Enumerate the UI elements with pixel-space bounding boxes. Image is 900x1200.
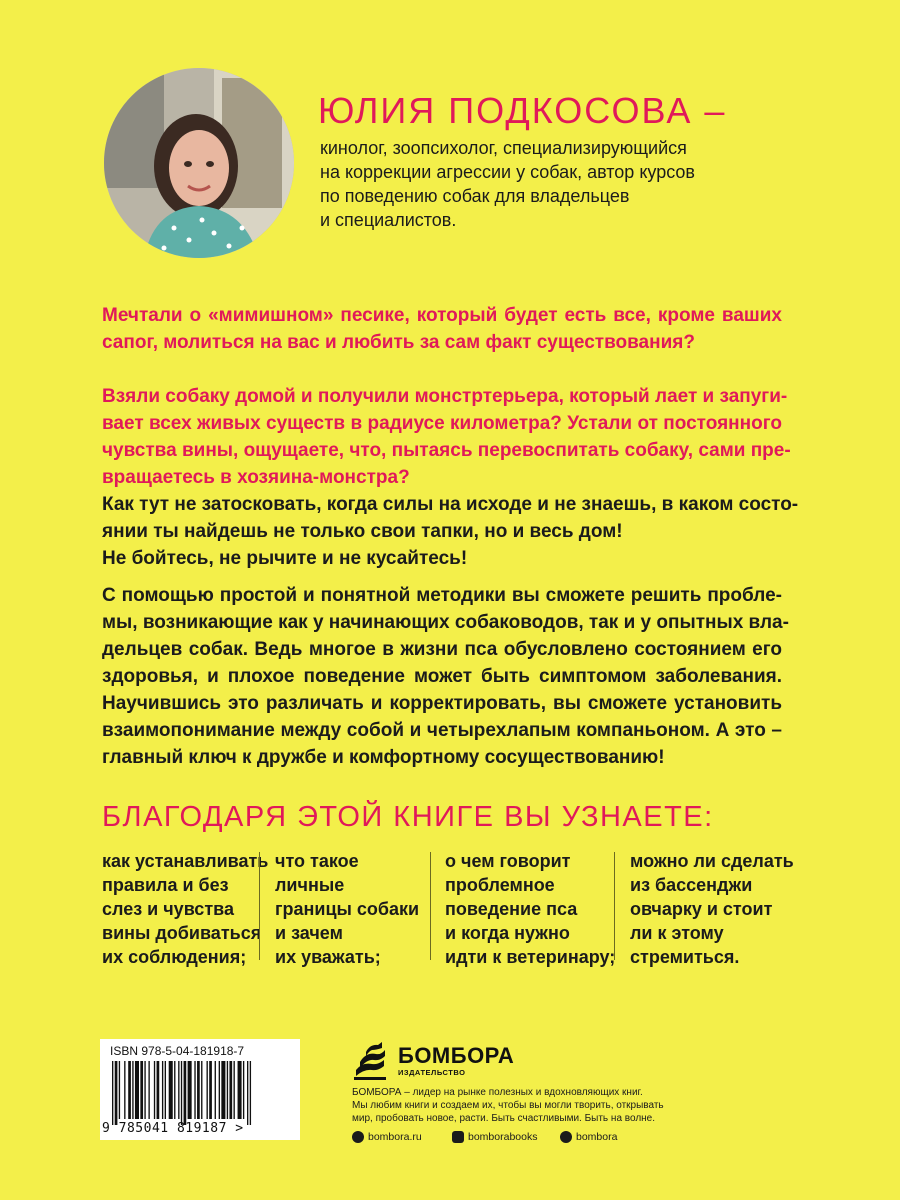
social-link-label: bombora.ru bbox=[368, 1131, 422, 1143]
learn-line: правила и без bbox=[102, 875, 229, 895]
author-name: ЮЛИЯ ПОДКОСОВА – bbox=[318, 90, 727, 131]
learn-column-1 bbox=[102, 849, 268, 969]
learn-line: их уважать; bbox=[275, 947, 381, 967]
author-description-line: на коррекции агрессии у собак, автор курсов bbox=[320, 162, 695, 182]
learn-line: и когда нужно bbox=[445, 923, 570, 943]
paragraph-line: вращаетесь в хозяина-монстра? bbox=[102, 467, 410, 488]
learn-heading: БЛАГОДАРЯ ЭТОЙ КНИГЕ ВЫ УЗНАЕТЕ: bbox=[102, 801, 714, 833]
body-paragraph-1 bbox=[102, 491, 799, 572]
social-link-vk[interactable] bbox=[452, 1130, 537, 1144]
web-icon bbox=[352, 1131, 364, 1143]
barcode-digits: 9 785041 819187 > bbox=[102, 1121, 244, 1136]
column-divider bbox=[430, 852, 431, 960]
paragraph-line: дельцев собак. Ведь многое в жизни пса обусловлено состоянием его bbox=[102, 639, 782, 660]
learn-line: и зачем bbox=[275, 923, 343, 943]
bombora-logo-icon bbox=[352, 1040, 388, 1080]
paragraph-line: Не бойтесь, не рычите и не кусайтесь! bbox=[102, 548, 468, 569]
paragraph-line: взаимопонимание между собой и четырехлапым компаньоном. А это – bbox=[102, 720, 782, 741]
intro-paragraph-1 bbox=[102, 302, 782, 356]
paragraph-line: С помощью простой и понятной методики вы сможете решить пробле- bbox=[102, 585, 782, 606]
telegram-icon bbox=[560, 1131, 572, 1143]
learn-line: как устанавливать bbox=[102, 851, 269, 871]
author-description-line: кинолог, зоопсихолог, специализирующийся bbox=[320, 138, 687, 158]
learn-column-2 bbox=[275, 849, 419, 969]
learn-line: их соблюдения; bbox=[102, 947, 247, 967]
learn-line: овчарку и стоит bbox=[630, 899, 773, 919]
publisher-name: БОМБОРА bbox=[398, 1043, 515, 1068]
learn-line: можно ли сделать bbox=[630, 851, 794, 871]
learn-line: о чем говорит bbox=[445, 851, 571, 871]
paragraph-line: чувства вины, ощущаете, что, пытаясь перевоспитать собаку, сами пре- bbox=[102, 440, 791, 461]
publisher-about-line: БОМБОРА – лидер на рынке полезных и вдохновляющих книг. bbox=[352, 1087, 643, 1098]
barcode bbox=[100, 1039, 300, 1140]
paragraph-line: главный ключ к дружбе и комфортному сосуществованию! bbox=[102, 747, 665, 768]
paragraph-line: янии ты найдешь не только свои тапки, но и весь дом! bbox=[102, 521, 623, 542]
learn-line: что такое bbox=[275, 851, 359, 871]
publisher-about bbox=[352, 1086, 732, 1125]
publisher-about-line: мир, пробовать новое, расти. Быть счастливыми. Быть на волне. bbox=[352, 1113, 656, 1124]
intro-paragraph-2 bbox=[102, 383, 791, 491]
learn-column-4 bbox=[630, 849, 794, 969]
author-portrait-icon bbox=[104, 68, 294, 258]
learn-column-3 bbox=[445, 849, 615, 969]
learn-line: ли к этому bbox=[630, 923, 724, 943]
learn-line: поведение пса bbox=[445, 899, 578, 919]
learn-line: вины добиваться bbox=[102, 923, 262, 943]
column-divider bbox=[259, 852, 260, 960]
paragraph-line: Взяли собаку домой и получили монстртерьера, который лает и запуги- bbox=[102, 386, 788, 407]
learn-line: слез и чувства bbox=[102, 899, 234, 919]
social-link-label: bomborabooks bbox=[468, 1131, 538, 1143]
paragraph-line: вает всех живых существ в радиусе километра? Устали от постоянного bbox=[102, 413, 782, 434]
paragraph-line: сапог, молиться на вас и любить за сам факт существования? bbox=[102, 332, 695, 353]
social-link-label: bombora bbox=[576, 1131, 618, 1143]
body-paragraph-2 bbox=[102, 582, 789, 771]
author-photo bbox=[104, 68, 294, 258]
author-description-line: и специалистов. bbox=[320, 210, 457, 230]
learn-line: идти к ветеринару; bbox=[445, 947, 616, 967]
learn-line: стремиться. bbox=[630, 947, 740, 967]
publisher-about-line: Мы любим книги и создаем их, чтобы вы могли творить, открывать bbox=[352, 1100, 664, 1111]
learn-line: границы собаки bbox=[275, 899, 420, 919]
paragraph-line: Мечтали о «мимишном» песике, который будет есть все, кроме ваших bbox=[102, 305, 782, 326]
learn-line: личные bbox=[275, 875, 345, 895]
paragraph-line: здоровья, и плохое поведение может быть симптомом заболевания. bbox=[102, 666, 782, 687]
author-description bbox=[320, 136, 790, 232]
publisher-subtitle: ИЗДАТЕЛЬСТВО bbox=[398, 1068, 466, 1077]
paragraph-line: Научившись это различать и корректировать, вы сможете установить bbox=[102, 693, 782, 714]
column-divider bbox=[614, 852, 615, 960]
learn-line: из бассенджи bbox=[630, 875, 753, 895]
social-link-web[interactable] bbox=[352, 1130, 422, 1144]
author-description-line: по поведению собак для владельцев bbox=[320, 186, 630, 206]
paragraph-line: Как тут не затосковать, когда силы на исходе и не знаешь, в каком состо- bbox=[102, 494, 799, 515]
paragraph-line: мы, возникающие как у начинающих собаководов, так и у опытных вла- bbox=[102, 612, 789, 633]
vk-icon bbox=[452, 1131, 464, 1143]
learn-line: проблемное bbox=[445, 875, 555, 895]
isbn-text: ISBN 978-5-04-181918-7 bbox=[110, 1044, 245, 1058]
social-link-telegram[interactable] bbox=[560, 1130, 617, 1144]
